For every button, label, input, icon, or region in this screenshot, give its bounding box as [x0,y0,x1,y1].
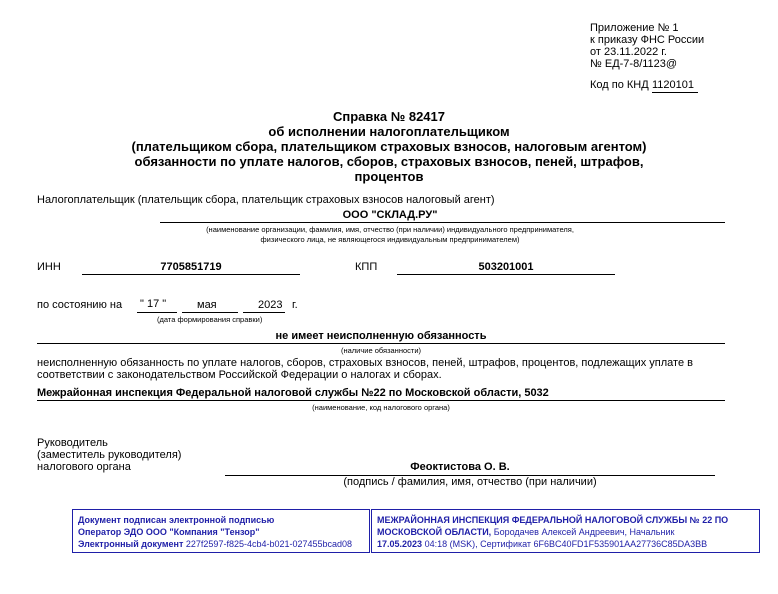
signature-left-line3 [78,538,369,550]
inn-label: ИНН [37,261,61,273]
doc-title: Справка № 82417 [332,109,445,124]
appendix-line2: к приказу ФНС России [590,34,705,46]
status-underline [37,343,725,344]
signature-right-org-end: МОСКОВСКОЙ ОБЛАСТИ, [377,527,492,537]
doc-title-line5: процентов [354,169,424,184]
status-caption: (наличие обязанности) [340,346,422,355]
taxpayer-label: Налогоплательщик (плательщик сбора, плательщик страховых взносов налоговый агент) [37,194,495,206]
authority-caption: (наименование, код налогового органа) [312,403,450,412]
appendix-line3: от 23.11.2022 г. [590,46,667,58]
inn-underline [82,274,300,275]
authority-underline [37,400,725,401]
authority-name: Межрайонная инспекция Федеральной налоговой службы №22 по Московской области, 5032 [37,387,549,399]
signature-right-cert: 04:18 (MSK), Сертификат 6F6BC40FD1F535901AA27736C85DA3BB [424,539,708,549]
doc-title-line4: обязанности по уплате налогов, сборов, страховых взносов, пеней, штрафов, [134,154,644,169]
head-caption: (подпись / фамилия, имя, отчество (при наличии) [343,476,597,488]
appendix-line4: № ЕД-7-8/1123@ [590,58,678,70]
signature-right-line3 [377,538,759,550]
kpp-label: КПП [355,261,378,273]
head-label-line3: налогового органа [37,461,131,473]
taxpayer-caption1: (наименование организации, фамилия, имя, отчество (при наличии) индивидуального предпринимателя, [206,225,574,234]
date-year: 2023 [258,299,283,311]
date-caption: (дата формирования справки) [157,315,263,324]
signature-left-line2: Оператор ЭДО ООО "Компания "Тензор" [78,527,260,537]
doc-title-line2: об исполнении налогоплательщиком [268,124,510,139]
date-day: " 17 " [140,298,167,310]
date-month: мая [197,299,217,311]
knd-underline [652,92,698,93]
head-name: Феоктистова О. В. [410,461,510,473]
date-year-suffix: г. [292,299,298,311]
date-day-underline [137,312,177,313]
date-label: по состоянию на [37,299,123,311]
signature-stamp-left [72,509,370,553]
appendix-line1: Приложение № 1 [590,22,679,34]
signature-left-line1: Документ подписан электронной подписью [78,515,275,525]
signature-right-line2 [377,526,759,538]
taxpayer-name: ООО "СКЛАД.РУ" [342,209,438,221]
knd-value: 1120101 [652,79,695,91]
signature-stamp-right [371,509,760,553]
doc-title-line3: (плательщиком сбора, плательщиком страховых взносов, налоговым агентом) [131,139,647,154]
head-label-line1: Руководитель [37,437,108,449]
status-text-line1: неисполненную обязанность по уплате налогов, сборов, страховых взносов, пеней, штрафов, процентов, подлежащих уплате в [37,357,693,369]
status-value: не имеет неисполненную обязанность [275,330,487,342]
status-text-line2: соответствии с законодательством Российской Федерации о налогах и сборах. [37,369,442,381]
signature-right-date: 17.05.2023 [377,539,423,549]
date-month-underline [182,312,238,313]
date-year-underline [243,312,285,313]
knd-label: Код по КНД [590,79,649,91]
head-label-line2: (заместитель руководителя) [37,449,182,461]
inn-value: 7705851719 [160,261,222,273]
kpp-underline [397,274,615,275]
taxpayer-caption2: физического лица, не являющегося индивидуальным предпринимателем) [260,235,520,244]
signature-right-signer: Бородачев Алексей Андреевич, Начальник [493,527,675,537]
signature-doc-id: 227f2597-f825-4cb4-b021-027455bcad08 [185,539,353,549]
signature-doc-label: Электронный документ [78,539,184,549]
signature-right-line1: МЕЖРАЙОННАЯ ИНСПЕКЦИЯ ФЕДЕРАЛЬНОЙ НАЛОГОВОЙ СЛУЖБЫ № 22 ПО [377,515,729,525]
kpp-value: 503201001 [478,261,534,273]
taxpayer-underline [160,222,725,223]
